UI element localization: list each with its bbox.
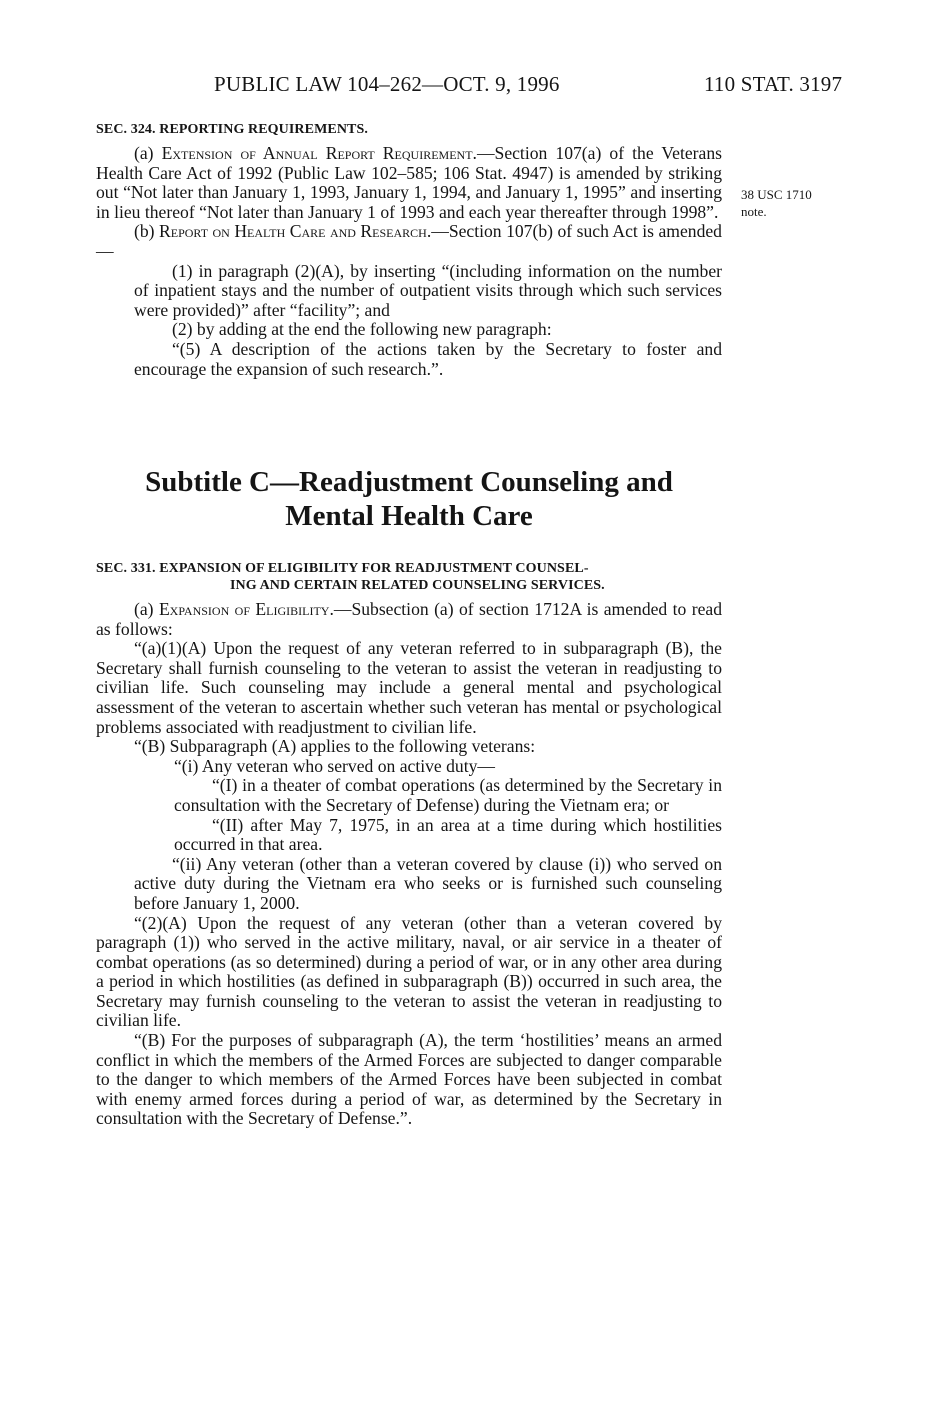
margin-citation-note — [741, 186, 812, 220]
section-331-heading — [96, 560, 722, 594]
section-331-paragraph-2A: “(2)(A) Upon the request of any veteran (other than a veteran covered by paragraph (1)) who served in the active military, naval, or air service in a theater of combat operations (as so determined) during a period of war, or in any other area during a period in which hostilities (as defined in subparagraph (B)) occurred in such area, the Secretary may furnish counseling to the veteran to assist the veteran in readjusting to civilian life. — [96, 912, 722, 1031]
header-stat-page: 110 STAT. 3197 — [704, 72, 843, 96]
section-324-subsection-b: (b) Report on Health Care and Research.—Section 107(b) of such Act is amended— — [96, 221, 722, 261]
section-331-heading-line-2: ING AND CERTAIN RELATED COUNSELING SERVICES. — [230, 578, 605, 593]
subsection-a-caption: Extension of Annual Report Requirement. — [161, 143, 477, 163]
section-324 — [96, 121, 722, 379]
subsection-b-caption: Report on Health Care and Research. — [159, 221, 432, 242]
subtitle-c-heading — [96, 465, 722, 533]
margin-note-label: note. — [741, 204, 767, 219]
section-324-subsection-a: (a) Extension of Annual Report Requirement.—Section 107(a) of the Veterans Health Care Act of 1992 (Public Law 102–585; 106 Stat. 4947) is amended by striking out “Not later than January 1, 1993, January 1, 1994, and January 1, 1995” and inserting in lieu thereof “Not later than January 1 of 1993 and each year thereafter through 1998”. — [96, 143, 722, 222]
margin-note-citation: 38 USC 1710 — [741, 187, 812, 202]
section-331-clause-ii: “(ii) Any veteran (other than a veteran covered by clause (i)) who served on active duty during the Vietnam era who seeks or is furnished such counseling before January 1, 2000. — [134, 853, 722, 913]
section-331-clause-i: “(i) Any veteran who served on active duty— — [174, 755, 495, 776]
running-header — [0, 72, 939, 102]
subtitle-line-2: Mental Health Care — [285, 500, 533, 532]
section-331-heading-line-1: SEC. 331. EXPANSION OF ELIGIBILITY FOR READJUSTMENT COUNSEL- — [96, 561, 589, 576]
section-331 — [96, 560, 722, 1129]
subtitle-line-1: Subtitle C—Readjustment Counseling and — [145, 466, 673, 498]
section-331-paragraph-2B: “(B) For the purposes of subparagraph (A), the term ‘hostilities’ means an armed conflict in which the members of the Armed Forces are subjected to danger comparable to the danger to which members of the Armed Forces have been subjected in combat with enemy armed forces during a period of war, as determined by the Secretary in consultation with the Secretary of Defense.”. — [96, 1030, 722, 1129]
section-331-subparagraph-B: “(B) Subparagraph (A) applies to the following veterans: — [134, 736, 536, 757]
section-331-subclause-I: “(I) in a theater of combat operations (as determined by the Secretary in consultation with the Secretary of Defense) during the Vietnam era; or — [174, 775, 722, 815]
section-331-subclause-II: “(II) after May 7, 1975, in an area at a time during which hostilities occurred in that area. — [174, 814, 722, 855]
header-public-law-title: PUBLIC LAW 104–262—OCT. 9, 1996 — [214, 72, 560, 96]
section-324-new-paragraph-5: “(5) A description of the actions taken by the Secretary to foster and encourage the expansion of such research.”. — [134, 338, 722, 379]
section-331-paragraph-1A: “(a)(1)(A) Upon the request of any veteran referred to in subparagraph (B), the Secretary shall furnish counseling to the veteran to assist the veteran in readjusting to civilian life. Such counseling may include a general mental and psychological assessment of the veteran to ascertain whether such veteran has mental or psychological problems associated with readjustment to civilian life. — [96, 638, 722, 737]
section-324-paragraph-1: (1) in paragraph (2)(A), by inserting “(including information on the number of inpatient stays and the number of outpatient visits through which such services were provided)” after “facility”; and — [134, 260, 722, 320]
section-324-paragraph-2: (2) by adding at the end the following new paragraph: — [172, 319, 552, 340]
section-324-heading: SEC. 324. REPORTING REQUIREMENTS. — [96, 122, 368, 137]
subsection-a-caption: Expansion of Eligibility. — [158, 599, 334, 619]
section-331-subsection-a: (a) Expansion of Eligibility.—Subsection (a) of section 1712A is amended to read as follows: — [96, 599, 722, 639]
